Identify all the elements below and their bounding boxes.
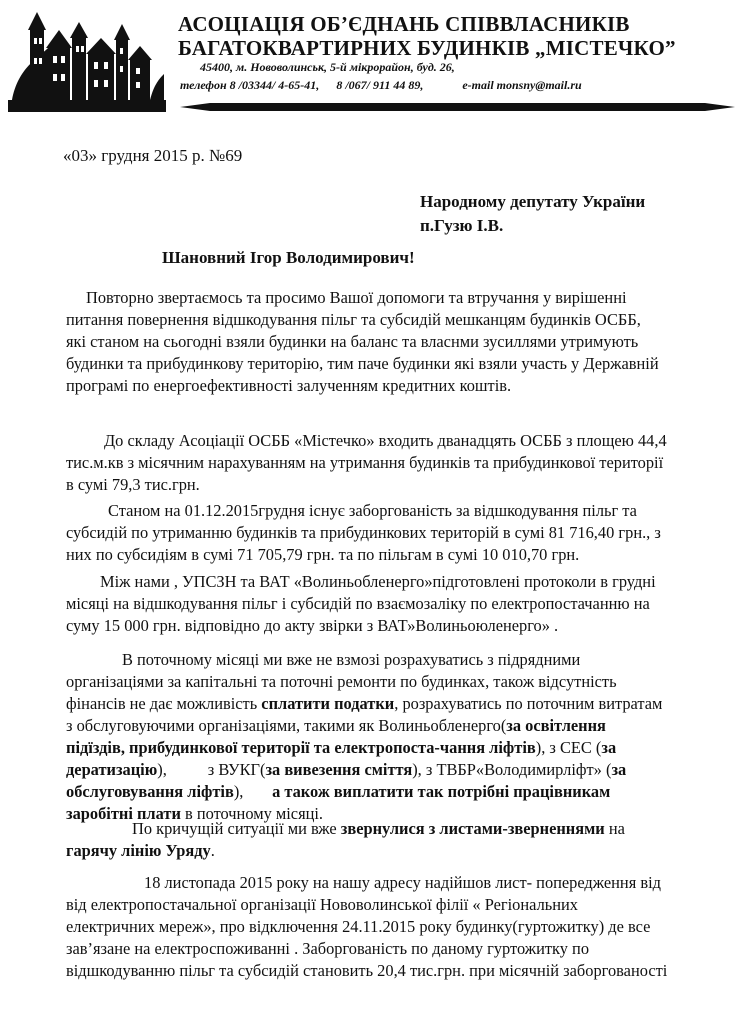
text-run-bold: за [601, 738, 617, 757]
text-line: Між нами , УПСЗН та ВАТ «Волиньобленерго»підготовлені протоколи в грудні [100, 572, 656, 591]
text-run-bold: сплатити податки [261, 694, 395, 713]
text-line: зав’язане на електроспоживанні . Заборгованість по даному гуртожитку по [66, 939, 590, 958]
castle-logo-icon [8, 8, 166, 112]
text-line [66, 759, 706, 781]
text-run-bold: гарячу лінію Уряду [66, 841, 211, 860]
text-run: на [604, 819, 625, 838]
text-run: в поточному місяці. [180, 804, 324, 823]
text-line: них по субсидіям в сумі 71 705,79 грн. та по пільгам в сумі 10 010,70 грн. [66, 545, 580, 564]
org-address: 45400, м. Нововолинськ, 5-й мікрорайон, буд. 26, [200, 60, 455, 74]
text-line: Повторно звертаємось та просимо Вашої допомоги та втручання у вирішенні [86, 288, 627, 307]
text-run-bold: а також виплатити так потрібні працівникам [272, 782, 611, 801]
phone-2: 8 /067/ 911 44 89, [336, 78, 424, 92]
org-name-line1: АСОЦІАЦІЯ ОБ’ЄДНАНЬ СПІВВЛАСНИКІВ [178, 12, 630, 36]
paragraph-1 [66, 287, 706, 397]
text-run-bold: обслуговування ліфтів [66, 782, 234, 801]
text-line: програмі по енергоефективності залученням кредитних коштів. [66, 376, 512, 395]
paragraph-7 [66, 872, 706, 982]
text-line: місяці на відшкодування пільг і субсидій по взаємозаліку по електропостачанню на [66, 594, 650, 613]
text-run-bold: дератизацію [66, 760, 158, 779]
text-line: відшкодуванню пільг та субсидій становить 20,4 тис.грн. при місячній заборгованості [66, 961, 668, 980]
text-line: в сумі 79,3 тис.грн. [66, 475, 200, 494]
text-run: з обслуговуючими організаціями, такими як Волиньобленерго( [66, 716, 507, 735]
text-line: питання повернення відшкодування пільг та субсидій мешканцям будинків ОСББ, [66, 310, 641, 329]
text-line [66, 715, 706, 737]
text-line: електричних мереж», про відключення 24.11.2015 року будинку(гуртожитку) де все [66, 917, 651, 936]
text-run: ), [233, 782, 273, 801]
text-line: будинки та прибудинкову територію, тим паче будинки які взяли участь у Державній [66, 354, 659, 373]
text-run-bold: звернулися з листами-зверненнями [340, 819, 605, 838]
text-run-bold: за освітлення [506, 716, 606, 735]
text-line: організаціями за капітальні та поточні ремонти по будинках, також відсутність [66, 672, 617, 691]
text-run-bold: заробітні плати [66, 804, 181, 823]
paragraph-4 [66, 571, 706, 637]
phone-1: телефон 8 /03344/ 4-65-41, [180, 78, 320, 92]
paragraph-3 [66, 500, 706, 566]
text-line [66, 781, 706, 803]
text-run: По кричущій ситуації ми вже [132, 819, 341, 838]
text-line [66, 737, 706, 759]
text-run-bold: підїздів, прибудинкової території та електропоста-чання ліфтів [66, 738, 536, 757]
text-line: які станом на сьогодні взяли будинки на баланс та власнми зусиллями утримують [66, 332, 639, 351]
recipient-name: п.Гузю І.В. [420, 216, 504, 235]
text-run: ), з ТВБР«Володимирліфт» ( [412, 760, 612, 779]
text-line: від електропостачальної організації Нововолинської філії « Регіональних [66, 895, 578, 914]
paragraph-5 [66, 649, 706, 825]
email-address: e-mail monsny@mail.ru [462, 78, 582, 92]
salutation: Шановний Ігор Володимирович! [162, 248, 415, 267]
text-run-bold: за [611, 760, 627, 779]
header-rule [180, 98, 735, 116]
paragraph-2 [66, 430, 706, 496]
org-name-line2: БАГАТОКВАРТИРНИХ БУДИНКІВ „МІСТЕЧКО” [178, 36, 676, 60]
text-line: До складу Асоціації ОСББ «Містечко» входить дванадцять ОСББ з площею 44,4 [104, 431, 667, 450]
letter-date-number: «03» грудня 2015 р. №69 [63, 146, 243, 165]
recipient-title: Народному депутату України [420, 192, 646, 211]
text-run-bold: за вивезення сміття [265, 760, 413, 779]
recipient-block [420, 190, 645, 238]
text-run: ), з ВУКГ( [157, 760, 266, 779]
text-line: Станом на 01.12.2015грудня існує заборгованість за відшкодування пільг та [108, 501, 637, 520]
text-run: ), з СЕС ( [535, 738, 602, 757]
text-line: суму 15 000 грн. відповідно до акту звірки з ВАТ»Волиньоюленерго» . [66, 616, 559, 635]
text-line [66, 693, 706, 715]
text-line: В поточному місяці ми вже не взмозі розрахуватись з підрядними [122, 650, 581, 669]
text-line: 18 листопада 2015 року на нашу адресу надійшов лист- попередження від [144, 873, 661, 892]
text-line: субсидій по утриманню будинків та прибудинкових територій в сумі 81 716,40 грн., з [66, 523, 661, 542]
text-run: . [210, 841, 215, 860]
text-run: , розрахуватись по поточним витратам [394, 694, 663, 713]
text-line: тис.м.кв з місячним нарахуванням на утримання будинків та прибудинкової території [66, 453, 664, 472]
paragraph-6 [66, 818, 706, 862]
org-contacts [180, 78, 582, 93]
text-line [66, 818, 706, 840]
text-run: фінансів не дає можливість [66, 694, 262, 713]
text-line [66, 840, 706, 862]
